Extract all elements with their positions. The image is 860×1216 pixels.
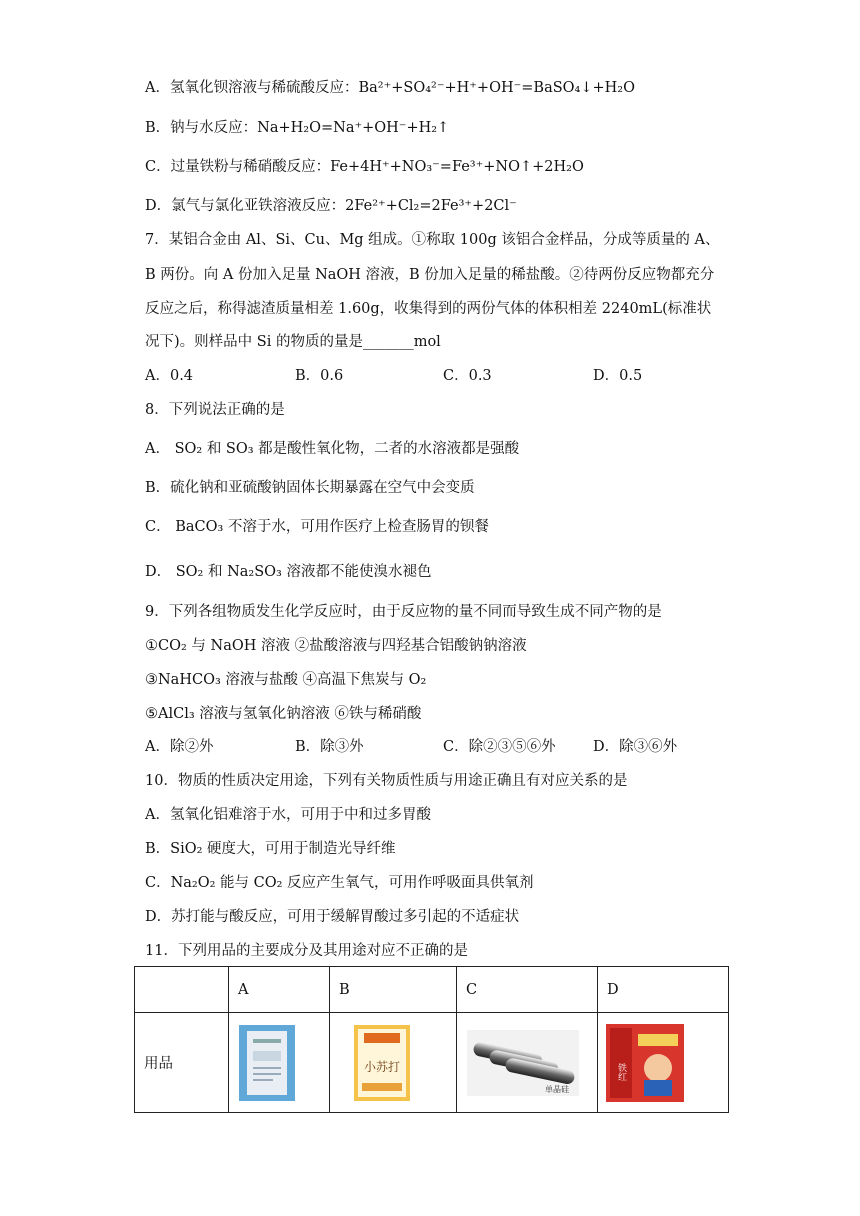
q11-row-label: 用品 xyxy=(135,1013,229,1113)
q8-stem: 8．下列说法正确的是 xyxy=(145,402,285,418)
q8-option-c: C． BaCO₃ 不溶于水，可用作医疗上检查肠胃的钡餐 xyxy=(145,519,489,535)
q9-option-a: A．除②外 xyxy=(145,739,214,755)
product-b-text: 小苏打 xyxy=(363,1059,401,1074)
q7-stem-line-3: 反应之后，称得滤渣质量相差 1.60g，收集得到的两份气体的体积相差 2240mL(标准状 xyxy=(145,301,712,317)
product-b-image xyxy=(354,1025,410,1101)
q11-header-d: D xyxy=(598,967,729,1013)
q11-cell-c xyxy=(457,1013,598,1113)
q11-header-c: C xyxy=(457,967,598,1013)
q7-stem-line-1: 7．某铝合金由 Al、Si、Cu、Mg 组成。①称取 100g 该铝合金样品，分成等质量的 A、 xyxy=(145,232,720,248)
q10-option-b: B．SiO₂ 硬度大，可用于制造光导纤维 xyxy=(145,841,396,857)
q11-cell-a xyxy=(229,1013,330,1113)
q6-option-a: A．氢氧化钡溶液与稀硫酸反应：Ba²⁺+SO₄²⁻+H⁺+OH⁻=BaSO₄↓+H₂O xyxy=(145,80,635,96)
q7-option-d: D．0.5 xyxy=(593,368,643,384)
product-c-text: 单晶硅 xyxy=(545,1084,569,1094)
q11-product-row xyxy=(135,1013,729,1113)
q6-option-d: D．氯气与氯化亚铁溶液反应：2Fe²⁺+Cl₂=2Fe³⁺+2Cl⁻ xyxy=(145,198,517,214)
q10-option-d: D．苏打能与酸反应，可用于缓解胃酸过多引起的不适症状 xyxy=(145,909,520,925)
q9-option-d: D．除③⑥外 xyxy=(593,739,678,755)
q8-option-a: A． SO₂ 和 SO₃ 都是酸性氧化物，二者的水溶液都是强酸 xyxy=(145,441,520,457)
q10-stem: 10．物质的性质决定用途，下列有关物质性质与用途正确且有对应关系的是 xyxy=(145,773,628,789)
q11-header-b: B xyxy=(330,967,457,1013)
q9-group-2: ③NaHCO₃ 溶液与盐酸 ④高温下焦炭与 O₂ xyxy=(145,672,427,688)
q10-option-a: A．氢氧化铝难溶于水，可用于中和过多胃酸 xyxy=(145,807,431,823)
q11-table xyxy=(134,966,729,1113)
q11-header-a: A xyxy=(229,967,330,1013)
q11-header-row xyxy=(135,967,729,1013)
q9-option-c: C．除②③⑤⑥外 xyxy=(443,739,556,755)
q7-option-b: B．0.6 xyxy=(295,368,344,384)
q11-cell-b xyxy=(330,1013,457,1113)
q9-group-3: ⑤AlCl₃ 溶液与氢氧化钠溶液 ⑥铁与稀硝酸 xyxy=(145,706,422,722)
q6-option-b: B．钠与水反应：Na+H₂O=Na⁺+OH⁻+H₂↑ xyxy=(145,120,450,136)
q9-option-b: B．除③外 xyxy=(295,739,364,755)
q9-group-1: ①CO₂ 与 NaOH 溶液 ②盐酸溶液与四羟基合铝酸钠钠溶液 xyxy=(145,638,527,654)
q11-header-empty xyxy=(135,967,229,1013)
q7-option-a: A．0.4 xyxy=(145,368,194,384)
product-d-text: 铁红 xyxy=(616,1062,626,1081)
q10-option-c: C．Na₂O₂ 能与 CO₂ 反应产生氧气，可用作呼吸面具供氧剂 xyxy=(145,875,534,891)
q11-cell-d xyxy=(598,1013,729,1113)
product-d-image xyxy=(606,1024,684,1102)
q6-option-c: C．过量铁粉与稀硝酸反应：Fe+4H⁺+NO₃⁻=Fe³⁺+NO↑+2H₂O xyxy=(145,159,584,175)
q11-stem: 11．下列用品的主要成分及其用途对应不正确的是 xyxy=(145,943,468,959)
q9-stem: 9．下列各组物质发生化学反应时，由于反应物的量不同而导致生成不同产物的是 xyxy=(145,604,662,620)
q7-option-c: C．0.3 xyxy=(443,368,492,384)
q8-option-d: D． SO₂ 和 Na₂SO₃ 溶液都不能使溴水褪色 xyxy=(145,564,432,580)
product-c-image xyxy=(467,1030,579,1096)
q8-option-b: B．硫化钠和亚硫酸钠固体长期暴露在空气中会变质 xyxy=(145,480,475,496)
product-a-image xyxy=(239,1025,295,1101)
q7-stem-line-2: B 两份。向 A 份加入足量 NaOH 溶液，B 份加入足量的稀盐酸。②待两份反应物都充分 xyxy=(145,267,715,283)
q7-stem-line-4: 况下)。则样品中 Si 的物质的量是_______mol xyxy=(145,334,441,350)
